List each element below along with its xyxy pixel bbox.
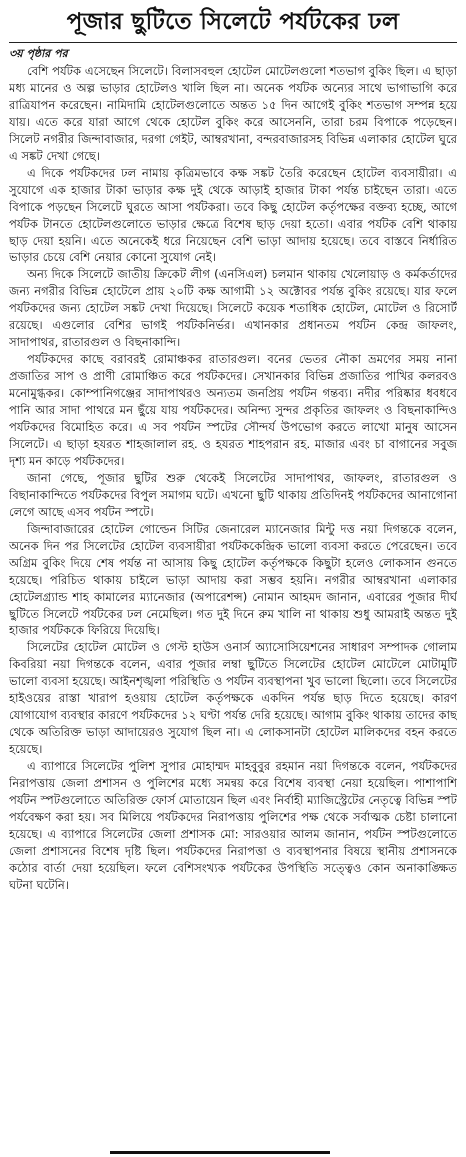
paragraph-8: এ ব্যাপারে সিলেটের পুলিশ সুপার মোহাম্মদ মাহবুবুর রহমান নয়া দিগন্তকে বলেন, পর্যটকদের নিরাপত্তায় জেলা প্রশাসন ও পুলিশের মধ্যে সমন্বয় করে বিশেষ ব্যবস্থা নেয়া হয়েছিল। পাশাপাশি পর্যটন স্পটগুলোতে অতিরিক্ত ফোর্স মোতায়েন ছিল এবং নির্বাহী ম্যাজিস্ট্রেটের নেতৃত্বে বিভিন্ন স্পট পর্যবেক্ষণ করা হয়। সব মিলিয়ে পর্যটকদের নিরাপত্তায় পুলিশের পক্ষ থেকে সর্বাত্মক চেষ্টা চালানো হয়েছে। এ ব্যাপারে সিলেটের জেলা প্রশাসক মো: সারওয়ার আলম জানান, পর্যটন স্পটগুলোতে জেলা প্রশাসনের বিশেষ দৃষ্টি ছিল। পর্যটকদের নিরাপত্তা ও ব্যবস্থাপনার বিষয়ে স্থানীয় প্রশাসনকে কঠোর বার্তা দেয়া হয়েছিল। ফলে বেশিসংখ্যক পর্যটকের উপস্থিতি সত্ত্বেও কোন অনাকাঙ্ক্ষিত ঘটনা ঘটেনি। — [9, 759, 457, 892]
paragraph-6: জিন্দাবাজারের হোটেল গোল্ডেন সিটির জেনারেল ম্যানেজার মিন্টু দত্ত নয়া দিগন্তকে বলেন, অনেক দিন পর সিলেটের হোটেল ব্যবসায়ীরা পর্যটককেন্দ্রিক ভালো ব্যবসা করতে পেরেছেন। তবে অগ্রিম বুকিং দিয়ে শেষ পর্যন্ত না আসায় কিছু হোটেল কর্তৃপক্ষকে কিছুটা হলেও লোকসান গুনতে হয়েছে। পরিচিত থাকায় চাইলে ভাড়া আদায় করা সম্ভব হয়নি। নগরীর আম্বরখানা এলাকার হোটেলগ্র্যান্ড শাহ কামালের ম্যানেজার (অপারেশন্স) নোমান আহমদ জানান, এবারের পূজার দীর্ঘ ছুটিতে সিলেটে পর্যটকের ঢল নেমেছিল। গত দুই দিনে রুম খালি না থাকায় শুধু আমরাই অন্তত দুই হাজার পর্যটককে ফিরিয়ে দিয়েছি। — [9, 521, 457, 638]
cropped-text-fragment — [110, 1151, 330, 1157]
paragraph-4: পর্যটকদের কাছে বরাবরই রোমাঞ্চকর রাতারগুল। বনের ভেতর নৌকা ভ্রমণের সময় নানা প্রজাতির সাপ ও প্রাণী রোমাঞ্চিত করে পর্যটকদের। সেখানকার বিভিন্ন প্রজাতির পাখির কলরবও মনোমুগ্ধকর। কোম্পানিগঞ্জের সাদাপাথরও অন্যতম জনপ্রিয় পর্যটন গন্তব্য। নদীর পরিষ্কার ধবধবে পানি আর সাদা পাথরে মন ছুঁয়ে যায় পর্যটকদের। অনিন্দ্য সুন্দর প্রকৃতির জাফলং ও বিছনাকান্দিও পর্যটকদের বিমোহিত করে। এ সব পর্যটন স্পটের সৌন্দর্য উপভোগ করতে লাখো মানুষ আসেন সিলেটে। এ ছাড়া হযরত শাহজালাল রহ. ও হযরত শাহপরান রহ. মাজার এবং চা বাগানের সবুজ দৃশ্য মন কাড়ে পর্যটকদের। — [9, 352, 457, 468]
headline: পূজার ছুটিতে সিলেটে পর্যটকের ঢল — [66, 9, 400, 35]
paragraph-3: অন্য দিকে সিলেটে জাতীয় ক্রিকেট লীগ (এনসিএল) চলমান থাকায় খেলোয়াড় ও কর্মকর্তাদের জন্য নগরীর বিভিন্ন হোটেলে প্রায় ২০টি কক্ষ আগামী ১২ অক্টোবর পর্যন্ত বুকিং রয়েছে। যার ফলে পর্যটকদের জন্য হোটেল সঙ্কট দেখা দিয়েছে। সিলেটে কয়েক শতাধিক হোটেল, মোটেল ও রিসোর্ট রয়েছে। এগুলোর বেশির ভাগই পর্যটকনির্ভর। এখানকার প্রধানতম পর্যটন কেন্দ্র জাফলং, সাদাপাথর, রাতারগুল ও বিছনাকান্দি। — [9, 267, 457, 350]
paragraph-5: জানা গেছে, পূজার ছুটির শুরু থেকেই সিলেটের সাদাপাথর, জাফলং, রাতারগুল ও বিছানাকান্দিতে পর্যটকদের বিপুল সমাগম ঘটে। এখনো ছুটি থাকায় প্রতিদিনই পর্যটকদের আনাগোনা লেগে আছে এসব পর্যটন স্পটে। — [9, 470, 457, 519]
paragraph-7: সিলেটের হোটেল মোটেল ও গেস্ট হাউস ওনার্স অ্যাসোসিয়েশনের সাধারণ সম্পাদক গোলাম কিবরিয়া নয়া দিগন্তকে বলেন, এবার পূজার লম্বা ছুটিতে সিলেটের হোটেল মোটেলে মোটামুটি ভালো ব্যবসা হয়েছে। আইনশৃঙ্খলা পরিস্থিতি ও পর্যটন ব্যবস্থাপনা খুব ভালো ছিলো। তবে সিলেটের হাইওয়ের রাস্তা খারাপ হওয়ায় হোটেল কর্তৃপক্ষকে একদিন পর্যন্ত ছাড় দিতে হয়েছে। কারণ যোগাযোগ ব্যবস্থার কারণে পর্যটকদের ১২ ঘণ্টা পর্যন্ত দেরি হয়েছে। আগাম বুকিং থাকায় তাদের কাছ থেকে অতিরিক্ত ভাড়া আদায়েরও সুযোগ ছিল না। এ লোকসানটা হোটেল মালিকদের বহন করতে হয়েছে। — [9, 640, 457, 757]
article-body — [9, 63, 457, 1143]
paragraph-1: বেশি পর্যটক এসেছেন সিলেটে। বিলাসবহুল হোটেল মোটেলগুলো শতভাগ বুকিং ছিল। এ ছাড়া মধ্য মানের ও অল্প ভাড়ার হোটেলও খালি ছিল না। অনেক পর্যটক অন্যের সাথে ভাগাভাগি করে রাত্রিযাপন করেছেন। নামিদামি হোটেলগুলোতে অন্তত ১৫ দিন আগেই বুকিং শতভাগ সম্পন্ন হয়ে যায়। এতে করে যারা আগে থেকে হোটেল বুকিং করে আসেননি, তারা চরম বিপাকে পড়েছেন। সিলেট নগরীর জিন্দাবাজার, দরগা গেইট, আম্বরখানা, বন্দরবাজারসহ বিভিন্ন এলাকার হোটেল ঘুরে এ সঙ্কট দেখা গেছে। — [9, 64, 457, 163]
headline-rule — [9, 42, 457, 43]
cropped-next-headline-strip — [0, 1151, 466, 1157]
paragraph-2: এ দিকে পর্যটকদের ঢল নামায় কৃত্রিমভাবে কক্ষ সঙ্কট তৈরি করেছেন হোটেল ব্যবসায়ীরা। এ সুযোগে এক হাজার টাকা ভাড়ার কক্ষ দুই থেকে আড়াই হাজার টাকা পর্যন্ত চাইছেন তারা। এতে বিপাকে পড়ছেন সিলেটে ঘুরতে আসা পর্যটকরা। তবে কিছু হোটেল কর্তৃপক্ষের বক্তব্য হচ্ছে, আগে পর্যটক টানতে হোটেলগুলোতে ভাড়ার ক্ষেত্রে বিশেষ ছাড় দেয়া হতো। এবার পর্যটক বেশি থাকায় ছাড় দেয়া হয়নি। এতে অনেকেই ধরে নিয়েছেন বেশি ভাড়া আদায় হয়েছে। তবে বাস্তবে নির্ধারিত ভাড়ার চেয়ে বেশি নেয়ার কোনো সুযোগ নেই। — [9, 165, 457, 265]
continuation-label: ৩য় পৃষ্ঠার পর — [9, 47, 68, 60]
